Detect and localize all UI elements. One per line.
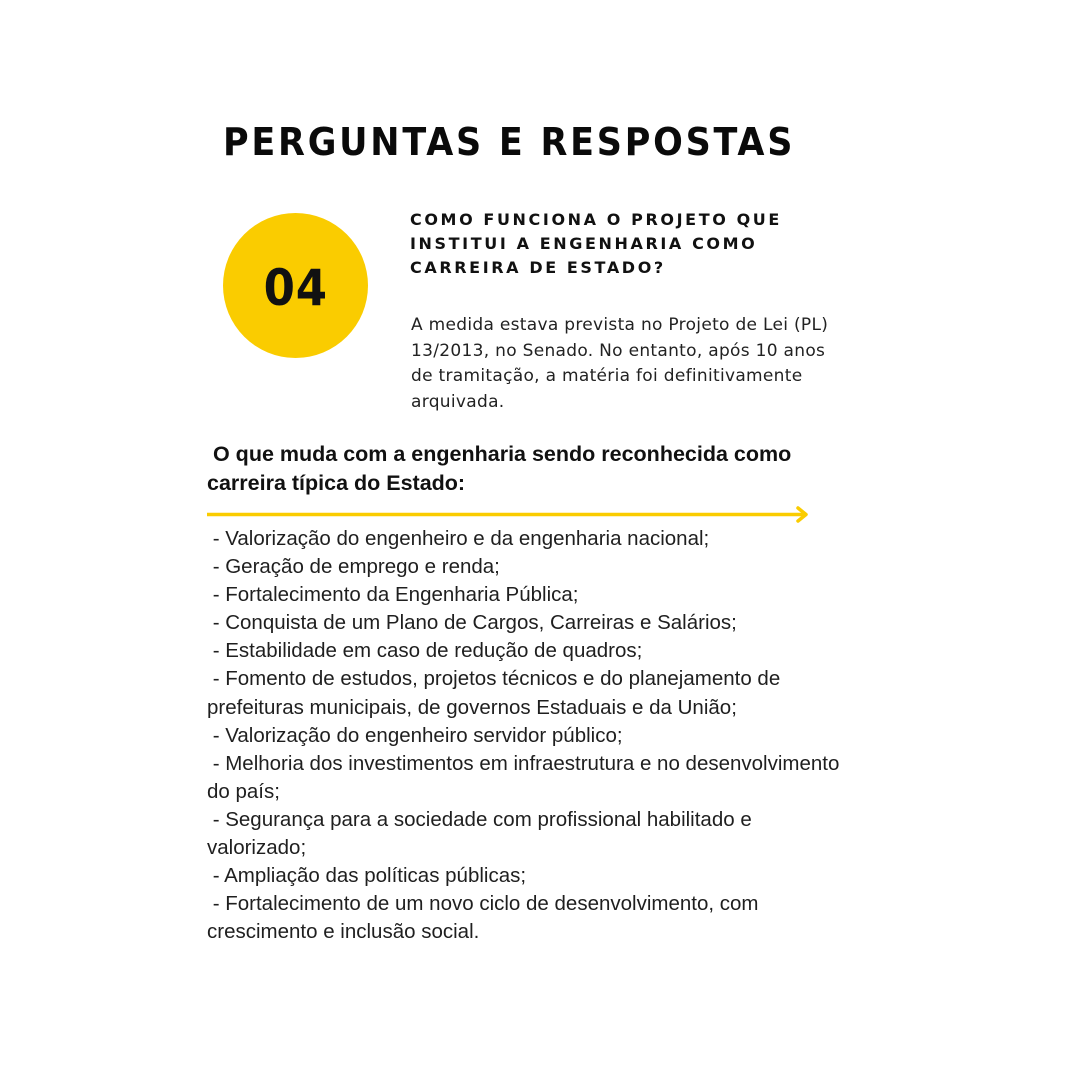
list-item: - Valorização do engenheiro e da engenharia nacional; [207, 527, 710, 550]
benefits-list [207, 525, 847, 946]
list-item: - Estabilidade em caso de redução de quadros; [207, 639, 643, 663]
list-item: - Geração de emprego e renda; [207, 555, 500, 579]
arrow-right-icon [207, 505, 812, 525]
list-item: - Ampliação das políticas públicas; [207, 864, 527, 888]
list-item: - Fomento de estudos, projetos técnicos e do planejamento de prefeituras municipais, de governos Estaduais e da União; [207, 667, 786, 719]
page-title: PERGUNTAS E RESPOSTAS [223, 120, 796, 164]
list-item: - Fortalecimento da Engenharia Pública; [207, 583, 579, 607]
question-number-badge [223, 213, 368, 358]
question-text: COMO FUNCIONA O PROJETO QUE INSTITUI A ENGENHARIA COMO CARREIRA DE ESTADO? [410, 210, 782, 277]
list-item: - Melhoria dos investimentos em infraestrutura e no desenvolvimento do país; [207, 751, 846, 803]
list-item: - Fortalecimento de um novo ciclo de desenvolvimento, com crescimento e inclusão social. [207, 892, 765, 944]
list-item: - Valorização do engenheiro servidor público; [207, 723, 623, 747]
list-item: - Conquista de um Plano de Cargos, Carreiras e Salários; [207, 611, 737, 635]
section-heading: O que muda com a engenharia sendo reconhecida como carreira típica do Estado: [207, 442, 798, 495]
list-item: - Segurança para a sociedade com profissional habilitado e valorizado; [207, 807, 758, 860]
answer-text: A medida estava prevista no Projeto de Lei (PL) 13/2013, no Senado. No entanto, após 10 anos de tramitação, a matéria foi definitivamente arquivada. [411, 315, 829, 412]
question-number: 04 [263, 258, 328, 317]
